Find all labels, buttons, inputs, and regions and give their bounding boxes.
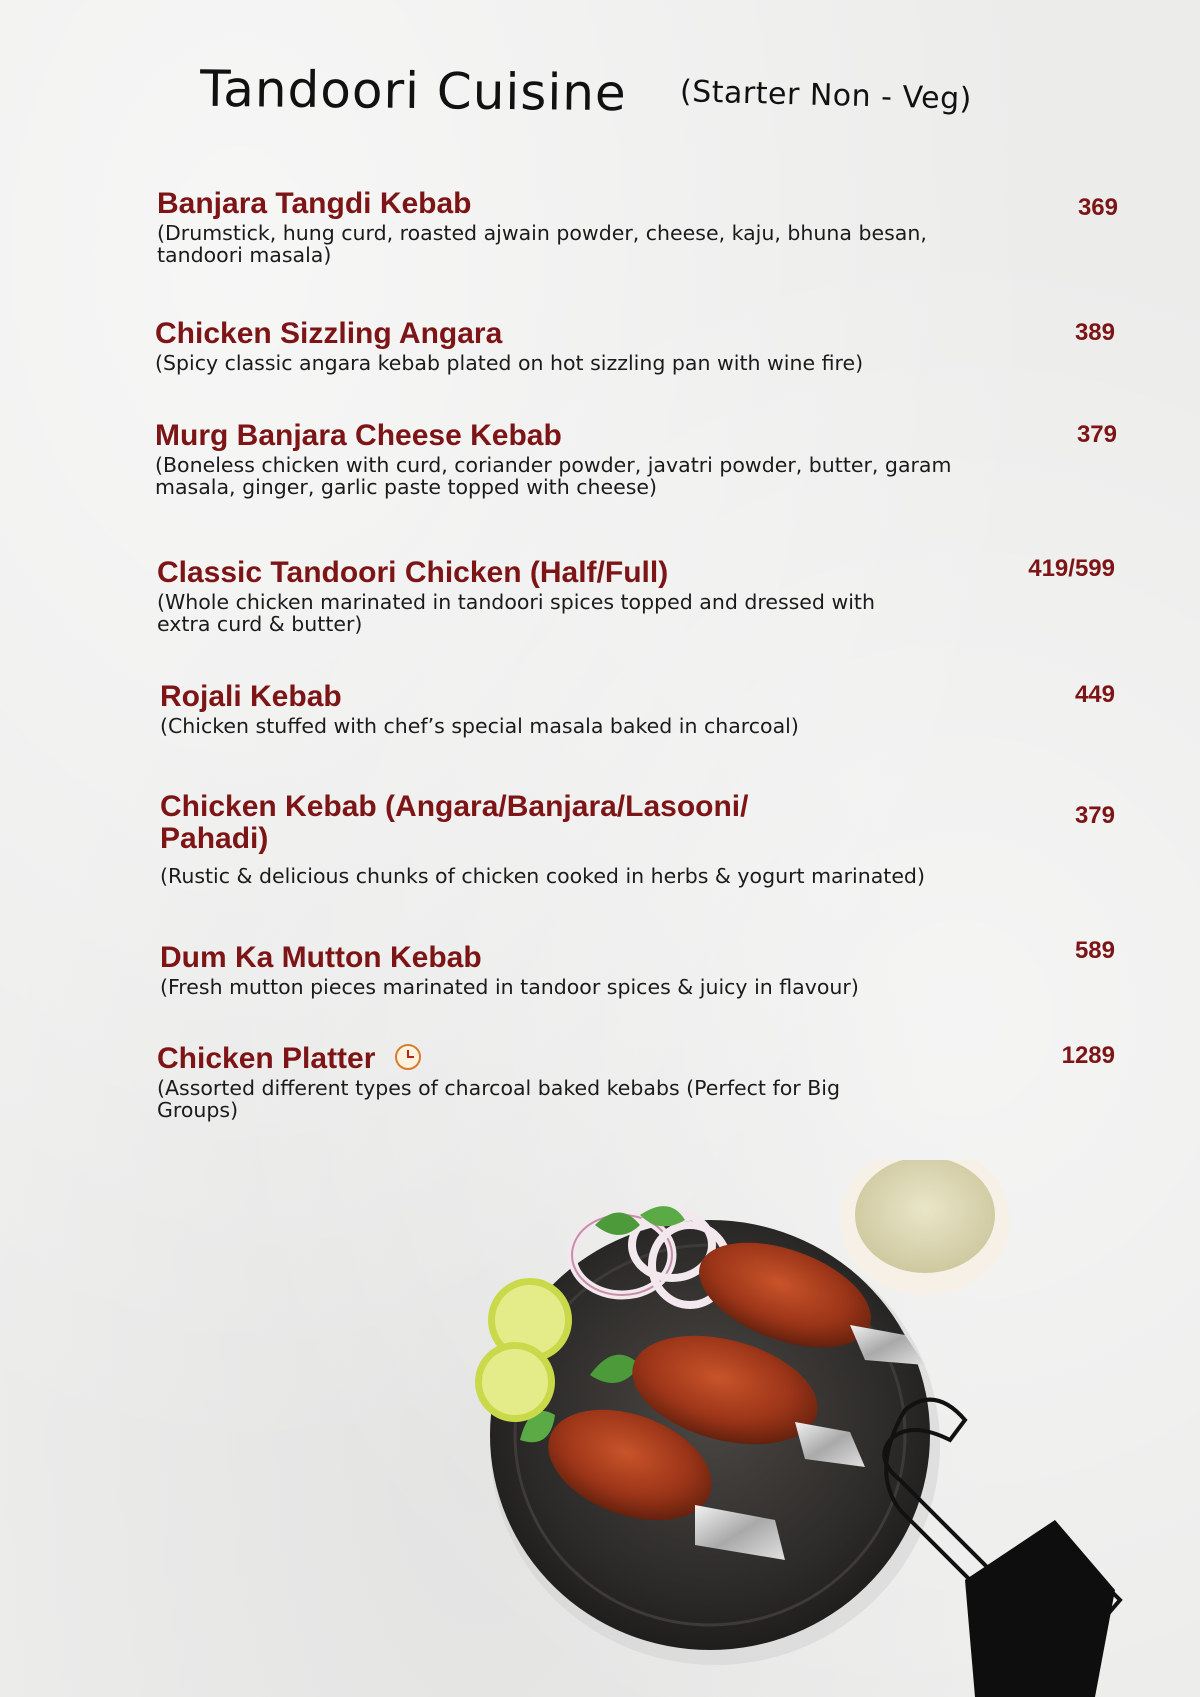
page-title: Tandoori Cuisine <box>199 59 628 123</box>
item-name: Chicken Kebab (Angara/Banjara/Lasooni/ <box>160 790 749 823</box>
item-description-line: (Assorted different types of charcoal baked kebabs (Perfect for Big <box>157 1076 840 1100</box>
item-description <box>160 715 799 737</box>
item-description-line: (Chicken stuffed with chef’s special masala baked in charcoal) <box>160 714 799 738</box>
item-description <box>155 454 951 498</box>
item-price: 589 <box>1074 937 1115 964</box>
item-description-line: (Drumstick, hung curd, roasted ajwain powder, cheese, kaju, bhuna besan, <box>157 221 927 245</box>
item-description-line: (Rustic & delicious chunks of chicken cooked in herbs & yogurt marinated) <box>160 864 925 888</box>
item-description <box>160 865 925 887</box>
item-name-text: Chicken Platter <box>157 1042 376 1075</box>
item-price: 449 <box>1074 681 1115 708</box>
item-price: 369 <box>1077 194 1118 221</box>
item-description-line: masala, ginger, garlic paste topped with cheese) <box>155 475 657 499</box>
item-description-line: (Fresh mutton pieces marinated in tandoor spices & juicy in flavour) <box>160 975 859 999</box>
tandoori-chicken-plate-image <box>440 1160 1200 1697</box>
menu-item <box>160 791 925 887</box>
item-description-line: (Whole chicken marinated in tandoori spices topped and dressed with <box>157 590 875 614</box>
item-description-line: (Spicy classic angara kebab plated on hot sizzling pan with wine fire) <box>155 351 864 375</box>
menu-item <box>155 420 951 498</box>
item-name: Dum Ka Mutton Kebab <box>160 941 482 974</box>
menu-item <box>157 557 875 635</box>
clock-icon <box>395 1044 421 1070</box>
item-name: Classic Tandoori Chicken (Half/Full) <box>157 556 669 589</box>
item-description-line: (Boneless chicken with curd, coriander powder, javatri powder, butter, garam <box>155 453 952 477</box>
item-price: 1289 <box>1061 1042 1115 1069</box>
item-description <box>155 352 863 374</box>
item-description <box>157 591 875 635</box>
menu-item <box>160 681 799 737</box>
item-price: 389 <box>1074 319 1115 346</box>
item-description <box>160 976 859 998</box>
menu-item <box>160 942 859 998</box>
item-price: 379 <box>1074 802 1115 829</box>
item-description <box>157 222 927 266</box>
item-description-line: Groups) <box>157 1098 239 1122</box>
item-name: Banjara Tangdi Kebab <box>157 187 472 220</box>
item-description-line: tandoori masala) <box>157 243 332 267</box>
item-price: 419/599 <box>1028 555 1115 582</box>
menu-item <box>157 1043 840 1121</box>
item-price: 379 <box>1076 421 1117 448</box>
item-description <box>157 1077 840 1121</box>
item-name-line-2: Pahadi) <box>160 822 269 855</box>
page-subtitle: (Starter Non - Veg) <box>679 74 973 117</box>
menu-item <box>157 188 927 266</box>
item-name: Murg Banjara Cheese Kebab <box>155 419 562 452</box>
item-name: Rojali Kebab <box>160 680 342 713</box>
menu-item <box>155 318 863 374</box>
item-name <box>157 1043 840 1075</box>
item-description-line: extra curd & butter) <box>157 612 363 636</box>
item-name: Chicken Sizzling Angara <box>155 317 503 350</box>
